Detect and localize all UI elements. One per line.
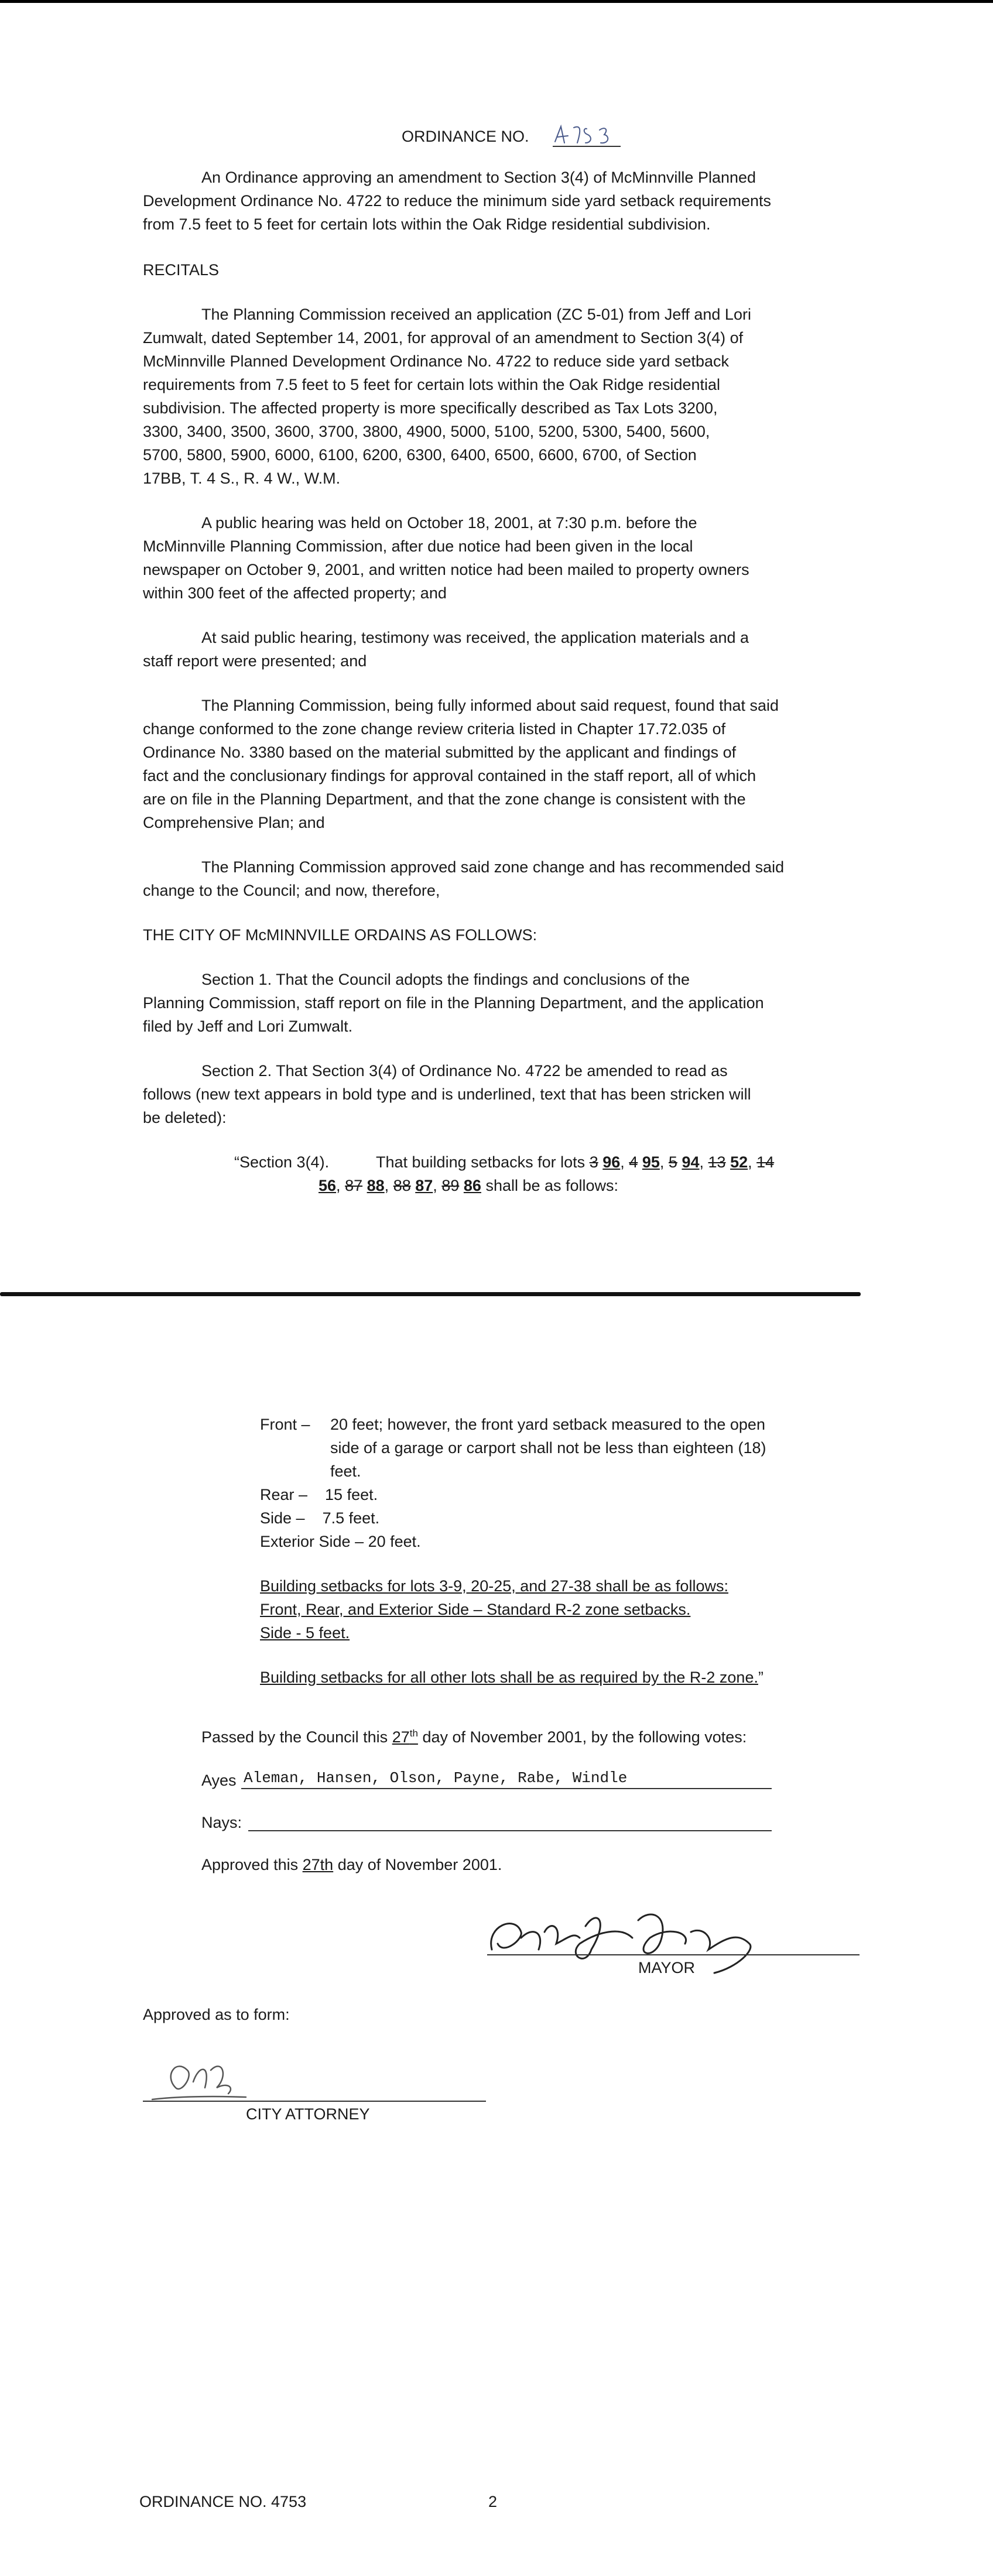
para1-line-7: 5700, 5800, 5900, 6000, 6100, 6200, 6300, 6400, 6500, 6600, 6700, of Section [143, 446, 697, 464]
section2-line-2: follows (new text appears in bold type and is underlined, text that has been stricken will [143, 1085, 751, 1103]
passed-post: day of November 2001, by the following votes: [422, 1728, 747, 1746]
lot-new: 52 [730, 1153, 748, 1171]
lot-new: 86 [463, 1177, 481, 1194]
handwritten-ordinance-number [550, 119, 626, 153]
exterior-side-setback: Exterior Side – 20 feet. [260, 1533, 421, 1550]
lot-new: 94 [682, 1153, 700, 1171]
page-top-edge [0, 0, 993, 3]
para2-line-2: McMinnville Planning Commission, after due notice had been given in the local [143, 537, 693, 555]
nays-underline [248, 1830, 772, 1831]
para1-line-4: requirements from 7.5 feet to 5 feet for certain lots within the Oak Ridge residential [143, 376, 720, 393]
passed-line [201, 1725, 747, 1749]
lot-old: 3 [589, 1153, 598, 1171]
para3-line-2: staff report were presented; and [143, 652, 367, 670]
section2-line-3: be deleted): [143, 1109, 227, 1126]
ordains-heading: THE CITY OF McMINNVILLE ORDAINS AS FOLLOWS: [143, 926, 537, 944]
new-block-line-3: Side - 5 feet. [260, 1624, 350, 1642]
para2-line-1: A public hearing was held on October 18, 2001, at 7:30 p.m. before the [201, 514, 697, 532]
para5-line-2: change to the Council; and now, therefore, [143, 882, 440, 899]
para4-line-1: The Planning Commission, being fully informed about said request, found that said [201, 697, 779, 714]
new-block-line-2: Front, Rear, and Exterior Side – Standard R-2 zone setbacks. [260, 1601, 691, 1618]
page-separator [0, 1292, 861, 1296]
lot-new: 56 [319, 1177, 337, 1194]
passed-pre: Passed by the Council this [201, 1728, 388, 1746]
section2-line-1: Section 2. That Section 3(4) of Ordinance No. 4722 be amended to read as [201, 1062, 728, 1080]
approved-day: 27th [302, 1856, 334, 1873]
lot-new: 87 [415, 1177, 433, 1194]
para4-line-3: Ordinance No. 3380 based on the material submitted by the applicant and findings of [143, 744, 737, 761]
ayes-value: Aleman, Hansen, Olson, Payne, Rabe, Windle [244, 1769, 628, 1787]
section34-text: That building setbacks for lots [376, 1153, 585, 1171]
city-attorney-label: CITY ATTORNEY [246, 2105, 370, 2123]
ayes-label: Ayes [201, 1772, 237, 1789]
para1-line-2: Zumwalt, dated September 14, 2001, for approval of an amendment to Section 3(4) of [143, 329, 744, 347]
approved-post: day of November 2001. [337, 1856, 502, 1873]
new-block-2 [260, 1665, 763, 1690]
lot-new: 95 [642, 1153, 660, 1171]
para1-line-8: 17BB, T. 4 S., R. 4 W., W.M. [143, 470, 341, 487]
para1-line-6: 3300, 3400, 3500, 3600, 3700, 3800, 4900, 5000, 5100, 5200, 5300, 5400, 5600, [143, 423, 710, 440]
para4-line-6: Comprehensive Plan; and [143, 814, 325, 831]
approved-pre: Approved this [201, 1856, 299, 1873]
intro-line-2: Development Ordinance No. 4722 to reduce the minimum side yard setback requirements [143, 192, 772, 210]
nays-label: Nays: [201, 1814, 242, 1831]
lot-new: 96 [602, 1153, 621, 1171]
para2-line-3: newspaper on October 9, 2001, and written notice had been mailed to property owners [143, 561, 749, 578]
new-block-2-text: Building setbacks for all other lots shall be as required by the R-2 zone. [260, 1669, 758, 1686]
approved-line [201, 1852, 502, 1877]
lot-old: 89 [441, 1177, 460, 1194]
ayes-underline [241, 1788, 772, 1789]
footer-page-number: 2 [488, 2493, 498, 2510]
para4-line-4: fact and the conclusionary findings for approval contained in the staff report, all of which [143, 767, 756, 785]
lot-old: 88 [393, 1177, 411, 1194]
lot-old: 4 [629, 1153, 638, 1171]
section34-tail: shall be as follows: [485, 1177, 619, 1194]
passed-day [392, 1728, 418, 1746]
para4-line-5: are on file in the Planning Department, and that the zone change is consistent with the [143, 790, 746, 808]
section34-line-2: 56, 87 88, 88 87, 89 86 shall be as follows: [319, 1177, 619, 1194]
rear-setback: Rear – 15 feet. [260, 1486, 378, 1503]
para5-line-1: The Planning Commission approved said zone change and has recommended said [201, 858, 785, 876]
closing-quote: ” [758, 1669, 763, 1686]
section34-label: “Section 3(4). [234, 1153, 330, 1171]
lot-old: 14 [756, 1153, 775, 1171]
mayor-label: MAYOR [638, 1959, 696, 1976]
section34-line-1: That building setbacks for lots 3 96, 4 95, 5 94, 13 52, 14 [376, 1153, 775, 1171]
footer-ordinance-number: ORDINANCE NO. 4753 [139, 2493, 307, 2510]
front-label: Front – [260, 1416, 310, 1433]
ordinance-title-label: ORDINANCE NO. [402, 128, 529, 145]
intro-line-1: An Ordinance approving an amendment to Section 3(4) of McMinnville Planned [201, 169, 756, 186]
front-line-1: 20 feet; however, the front yard setback measured to the open [330, 1416, 765, 1433]
lot-old: 5 [668, 1153, 677, 1171]
front-line-2: side of a garage or carport shall not be less than eighteen (18) [330, 1439, 766, 1457]
passed-day-num: 27 [392, 1728, 410, 1746]
para2-line-4: within 300 feet of the affected property; and [143, 584, 447, 602]
intro-line-3: from 7.5 feet to 5 feet for certain lots within the Oak Ridge residential subdivision. [143, 215, 711, 233]
recitals-heading: RECITALS [143, 261, 220, 279]
side-setback: Side – 7.5 feet. [260, 1509, 380, 1527]
section1-line-1: Section 1. That the Council adopts the findings and conclusions of the [201, 971, 690, 988]
approved-as-to-form: Approved as to form: [143, 2006, 290, 2023]
para1-line-5: subdivision. The affected property is more specifically described as Tax Lots 3200, [143, 399, 718, 417]
passed-day-suffix: th [409, 1728, 418, 1739]
para4-line-2: change conformed to the zone change review criteria listed in Chapter 17.72.035 of [143, 720, 726, 738]
para3-line-1: At said public hearing, testimony was received, the application materials and a [201, 629, 749, 646]
new-block-line-1: Building setbacks for lots 3-9, 20-25, and 27-38 shall be as follows: [260, 1577, 728, 1595]
front-line-3: feet. [330, 1462, 361, 1480]
para1-line-3: McMinnville Planned Development Ordinance No. 4722 to reduce side yard setback [143, 352, 730, 370]
para1-line-1: The Planning Commission received an application (ZC 5-01) from Jeff and Lori [201, 306, 751, 323]
lot-old: 87 [345, 1177, 363, 1194]
ordinance-title [402, 124, 529, 149]
section1-line-2: Planning Commission, staff report on file in the Planning Department, and the application [143, 994, 764, 1012]
lot-new: 88 [367, 1177, 385, 1194]
lot-old: 13 [708, 1153, 726, 1171]
section1-line-3: filed by Jeff and Lori Zumwalt. [143, 1018, 353, 1035]
